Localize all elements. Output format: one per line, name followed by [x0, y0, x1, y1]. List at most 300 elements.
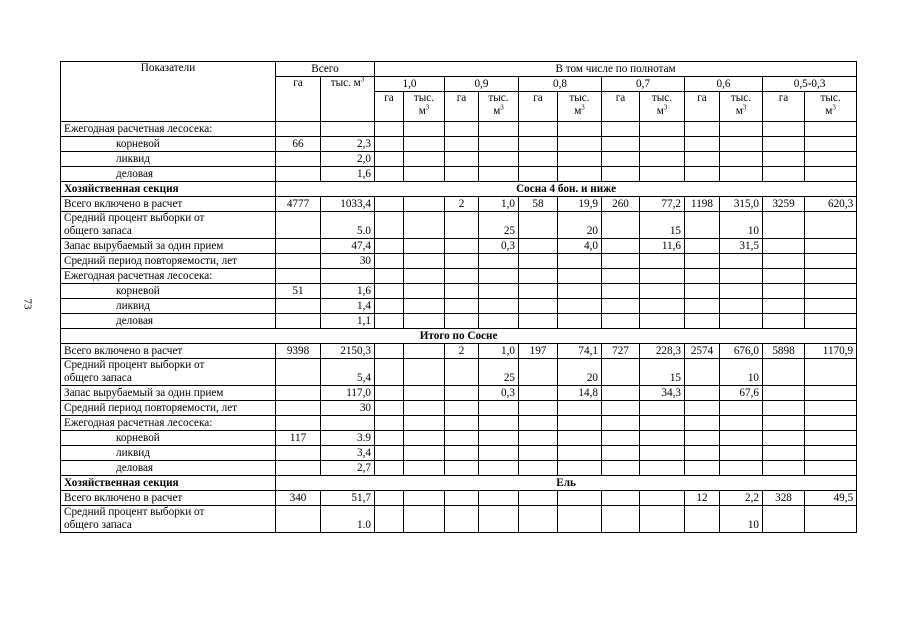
table-cell: [763, 299, 805, 314]
table-cell: [445, 212, 479, 239]
table-cell: [763, 239, 805, 254]
table-cell: [805, 446, 857, 461]
table-cell: 51: [276, 284, 321, 299]
table-cell: [375, 152, 404, 167]
table-cell: [519, 506, 558, 533]
table-cell: [404, 197, 445, 212]
table-cell: 0,3: [479, 386, 519, 401]
header-unit-ths-m3: тыс. $м^3$: [640, 92, 685, 122]
table-cell: [685, 284, 720, 299]
table-cell: [375, 344, 404, 359]
table-cell: [558, 167, 602, 182]
table-cell: 30: [321, 401, 375, 416]
header-unit-ths-m3: тыс. $м^3$: [558, 92, 602, 122]
table-cell: 15: [640, 212, 685, 239]
table-cell: 9398: [276, 344, 321, 359]
section-label: Хозяйственная секция: [61, 476, 276, 491]
table-cell: 10: [720, 359, 763, 386]
table-cell: [720, 314, 763, 329]
table-cell: [404, 344, 445, 359]
table-cell: [763, 152, 805, 167]
table-cell: 4,0: [558, 239, 602, 254]
table-cell: [321, 416, 375, 431]
table-cell: [445, 152, 479, 167]
table-cell: [276, 122, 321, 137]
table-cell: [685, 167, 720, 182]
table-cell: [805, 167, 857, 182]
table-cell: 260: [602, 197, 640, 212]
row-label: Средний процент выборки от общего запаса: [61, 212, 276, 239]
table-cell: 1,1: [321, 314, 375, 329]
table-cell: [602, 299, 640, 314]
header-by-density: В том числе по полнотам: [375, 62, 857, 77]
table-cell: [375, 239, 404, 254]
table-cell: [763, 122, 805, 137]
table-cell: [276, 269, 321, 284]
header-unit-ths-m3: тыс. $м^3$: [479, 92, 519, 122]
table-cell: 10: [720, 506, 763, 533]
table-cell: 34,3: [640, 386, 685, 401]
table-cell: [763, 446, 805, 461]
table-cell: 66: [276, 137, 321, 152]
table-cell: [479, 506, 519, 533]
table-cell: [805, 122, 857, 137]
table-cell: [558, 122, 602, 137]
table-cell: [558, 506, 602, 533]
header-total: Всего: [276, 62, 375, 77]
header-unit-ha: га: [685, 92, 720, 122]
table-cell: [404, 506, 445, 533]
table-cell: [685, 212, 720, 239]
table-cell: [479, 254, 519, 269]
row-label: Средний процент выборки от общего запаса: [61, 506, 276, 533]
table-cell: [763, 254, 805, 269]
table-cell: [479, 431, 519, 446]
table-cell: [404, 386, 445, 401]
table-cell: [519, 269, 558, 284]
table-cell: [404, 167, 445, 182]
table-cell: [805, 269, 857, 284]
table-cell: [519, 401, 558, 416]
header-total-m3: тыс. $м^3$: [321, 77, 375, 122]
table-cell: [479, 122, 519, 137]
table-cell: 2,0: [321, 152, 375, 167]
table-cell: [479, 314, 519, 329]
table-cell: [375, 386, 404, 401]
table-cell: [685, 506, 720, 533]
table-cell: [558, 254, 602, 269]
table-row: [61, 269, 857, 284]
table-cell: [805, 212, 857, 239]
table-cell: [558, 314, 602, 329]
table-cell: [519, 386, 558, 401]
table-cell: [445, 491, 479, 506]
table-cell: [519, 284, 558, 299]
table-cell: [445, 137, 479, 152]
table-cell: [685, 152, 720, 167]
table-cell: 10: [720, 212, 763, 239]
table-cell: [602, 167, 640, 182]
table-cell: 117: [276, 431, 321, 446]
table-cell: 25: [479, 212, 519, 239]
table-cell: [685, 416, 720, 431]
table-cell: [276, 152, 321, 167]
table-cell: [479, 446, 519, 461]
table-cell: [685, 431, 720, 446]
table-cell: [375, 359, 404, 386]
table-row: [61, 446, 857, 461]
table-cell: 228,3: [640, 344, 685, 359]
table-cell: [404, 359, 445, 386]
table-cell: [321, 122, 375, 137]
row-label: Всего включено в расчет: [61, 197, 276, 212]
table-cell: [479, 416, 519, 431]
table-cell: [685, 269, 720, 284]
table-cell: 1033,4: [321, 197, 375, 212]
table-cell: [479, 167, 519, 182]
table-cell: [805, 152, 857, 167]
table-cell: [558, 299, 602, 314]
table-cell: [805, 284, 857, 299]
table-cell: [558, 491, 602, 506]
table-cell: [720, 137, 763, 152]
table-cell: 0,3: [479, 239, 519, 254]
table-cell: [404, 212, 445, 239]
row-label: Ежегодная расчетная лесосека:: [61, 122, 276, 137]
table-cell: [720, 401, 763, 416]
table-cell: [640, 152, 685, 167]
table-cell: [445, 401, 479, 416]
table-cell: [805, 359, 857, 386]
table-cell: 51,7: [321, 491, 375, 506]
table-cell: 19,9: [558, 197, 602, 212]
table-cell: [805, 416, 857, 431]
table-cell: 3.9: [321, 431, 375, 446]
table-cell: [640, 314, 685, 329]
table-cell: [479, 299, 519, 314]
table-cell: [685, 239, 720, 254]
table-cell: [375, 446, 404, 461]
table-cell: 67,6: [720, 386, 763, 401]
table-cell: [375, 212, 404, 239]
table-cell: [519, 416, 558, 431]
section-title: Ель: [276, 476, 857, 491]
row-label: деловая: [61, 167, 276, 182]
table-cell: 4777: [276, 197, 321, 212]
table-cell: [519, 299, 558, 314]
table-cell: [276, 416, 321, 431]
row-label: корневой: [61, 431, 276, 446]
table-row: [61, 386, 857, 401]
table-cell: [602, 152, 640, 167]
table-cell: [445, 284, 479, 299]
header-unit-ha: га: [519, 92, 558, 122]
table-cell: 2: [445, 197, 479, 212]
table-cell: [445, 386, 479, 401]
table-cell: [445, 461, 479, 476]
table-cell: [763, 269, 805, 284]
header-density: 0,5-0,3: [763, 77, 857, 92]
table-cell: [640, 461, 685, 476]
table-cell: 2: [445, 344, 479, 359]
table-cell: [720, 284, 763, 299]
section-label: Хозяйственная секция: [61, 182, 276, 197]
table-row: [61, 122, 857, 137]
table-cell: [276, 461, 321, 476]
table-cell: [602, 401, 640, 416]
table-cell: [519, 461, 558, 476]
table-cell: 1,0: [479, 344, 519, 359]
table-row: [61, 431, 857, 446]
table-row: [61, 197, 857, 212]
table-cell: [479, 461, 519, 476]
table-cell: [763, 401, 805, 416]
table-cell: [602, 254, 640, 269]
table-cell: [375, 254, 404, 269]
row-label: корневой: [61, 137, 276, 152]
table-cell: [276, 506, 321, 533]
table-cell: [519, 254, 558, 269]
table-cell: 2150,3: [321, 344, 375, 359]
table-cell: [404, 152, 445, 167]
table-cell: [602, 461, 640, 476]
table-cell: [519, 212, 558, 239]
table-cell: [602, 284, 640, 299]
table-cell: [479, 491, 519, 506]
table-cell: [404, 491, 445, 506]
table-cell: [602, 506, 640, 533]
table-cell: [558, 284, 602, 299]
table-cell: [375, 299, 404, 314]
row-label: Запас вырубаемый за один прием: [61, 386, 276, 401]
header-total-ha: га: [276, 77, 321, 122]
table-cell: [375, 416, 404, 431]
table-cell: [640, 137, 685, 152]
table-cell: [720, 152, 763, 167]
table-cell: [519, 122, 558, 137]
table-cell: 2,2: [720, 491, 763, 506]
table-cell: [640, 284, 685, 299]
table-cell: 49,5: [805, 491, 857, 506]
table-cell: [763, 359, 805, 386]
table-cell: [685, 461, 720, 476]
table-cell: 328: [763, 491, 805, 506]
forest-cutting-table: [60, 61, 857, 533]
table-cell: [805, 431, 857, 446]
table-cell: 3259: [763, 197, 805, 212]
table-row: [61, 359, 857, 386]
table-cell: [375, 431, 404, 446]
table-row: [61, 239, 857, 254]
table-cell: [558, 431, 602, 446]
table-cell: [404, 416, 445, 431]
table-cell: [602, 314, 640, 329]
table-cell: [602, 446, 640, 461]
table-cell: [805, 461, 857, 476]
table-cell: [445, 446, 479, 461]
table-cell: [404, 254, 445, 269]
table-cell: [640, 299, 685, 314]
table-cell: [685, 359, 720, 386]
table-cell: [276, 299, 321, 314]
header-indicators: Показатели: [61, 62, 276, 122]
section-title: Сосна 4 бон. и ниже: [276, 182, 857, 197]
row-label: ликвид: [61, 446, 276, 461]
table-cell: [720, 122, 763, 137]
table-cell: [558, 401, 602, 416]
table-row: [61, 476, 857, 491]
table-cell: [602, 137, 640, 152]
table-cell: [685, 314, 720, 329]
table-row: [61, 254, 857, 269]
table-row: [61, 506, 857, 533]
table-cell: [640, 506, 685, 533]
table-cell: [276, 386, 321, 401]
header-unit-ths-m3: тыс. $м^3$: [720, 92, 763, 122]
table-cell: [404, 314, 445, 329]
table-cell: 1,6: [321, 284, 375, 299]
table-row: [61, 152, 857, 167]
table-cell: [404, 269, 445, 284]
table-cell: [375, 401, 404, 416]
row-label: деловая: [61, 461, 276, 476]
table-cell: [375, 122, 404, 137]
table-cell: [805, 299, 857, 314]
table-row: [61, 401, 857, 416]
table-cell: [479, 401, 519, 416]
row-label: Всего включено в расчет: [61, 491, 276, 506]
table-cell: 47,4: [321, 239, 375, 254]
header-unit-ha: га: [763, 92, 805, 122]
table-cell: [276, 446, 321, 461]
table-cell: 2,7: [321, 461, 375, 476]
table-cell: [404, 461, 445, 476]
table-cell: [763, 314, 805, 329]
table-cell: [720, 431, 763, 446]
table-cell: 2,3: [321, 137, 375, 152]
header-unit-ha: га: [602, 92, 640, 122]
table-cell: [375, 506, 404, 533]
table-cell: [404, 446, 445, 461]
header-unit-ha: га: [445, 92, 479, 122]
table-cell: [375, 197, 404, 212]
table-cell: [479, 152, 519, 167]
table-cell: 30: [321, 254, 375, 269]
table-cell: [640, 122, 685, 137]
table-cell: [445, 431, 479, 446]
table-cell: 727: [602, 344, 640, 359]
table-cell: 1170,9: [805, 344, 857, 359]
table-cell: [375, 137, 404, 152]
table-cell: [805, 506, 857, 533]
table-cell: 14,8: [558, 386, 602, 401]
table-cell: [805, 254, 857, 269]
table-cell: [602, 431, 640, 446]
table-row: [61, 461, 857, 476]
row-label: ликвид: [61, 152, 276, 167]
table-cell: [445, 239, 479, 254]
table-header: [61, 62, 857, 122]
header-unit-ths-m3: тыс. $м^3$: [404, 92, 445, 122]
table-row: [61, 491, 857, 506]
table-cell: [805, 137, 857, 152]
table-cell: [404, 284, 445, 299]
table-cell: [519, 137, 558, 152]
table-cell: [479, 284, 519, 299]
table-cell: [276, 167, 321, 182]
table-row: [61, 182, 857, 197]
table-cell: [445, 269, 479, 284]
table-cell: 15: [640, 359, 685, 386]
table-cell: [445, 254, 479, 269]
table-cell: [276, 314, 321, 329]
table-cell: [558, 269, 602, 284]
table-cell: [602, 212, 640, 239]
table-cell: [763, 137, 805, 152]
table-cell: [519, 359, 558, 386]
table-cell: 2574: [685, 344, 720, 359]
header-density: 0,7: [602, 77, 685, 92]
table-cell: [805, 386, 857, 401]
row-label: деловая: [61, 314, 276, 329]
table-cell: [519, 491, 558, 506]
table-cell: [558, 446, 602, 461]
table-cell: 31,5: [720, 239, 763, 254]
table-cell: 620,3: [805, 197, 857, 212]
table-cell: [445, 167, 479, 182]
table-cell: [640, 167, 685, 182]
table-row: [61, 299, 857, 314]
table-cell: 197: [519, 344, 558, 359]
row-label: Ежегодная расчетная лесосека:: [61, 269, 276, 284]
table-cell: [720, 254, 763, 269]
table-cell: 676,0: [720, 344, 763, 359]
table-cell: [404, 299, 445, 314]
table-cell: 5898: [763, 344, 805, 359]
table-cell: [558, 137, 602, 152]
table-cell: [805, 401, 857, 416]
table-cell: [720, 299, 763, 314]
table-row: [61, 212, 857, 239]
table-cell: [404, 137, 445, 152]
page-number: 73: [21, 298, 34, 310]
table-cell: [321, 269, 375, 284]
row-label: Всего включено в расчет: [61, 344, 276, 359]
table-cell: [375, 491, 404, 506]
table-cell: [519, 431, 558, 446]
table-cell: [375, 284, 404, 299]
table-cell: [763, 416, 805, 431]
table-cell: 117,0: [321, 386, 375, 401]
table-cell: [404, 239, 445, 254]
table-row: [61, 167, 857, 182]
table-cell: [685, 386, 720, 401]
header-density: 1,0: [375, 77, 445, 92]
table-cell: [445, 122, 479, 137]
table-cell: 77,2: [640, 197, 685, 212]
table-cell: [404, 122, 445, 137]
table-cell: 340: [276, 491, 321, 506]
table-row: [61, 416, 857, 431]
table-cell: 11,6: [640, 239, 685, 254]
table-cell: [479, 137, 519, 152]
table-cell: [375, 314, 404, 329]
table-cell: [479, 269, 519, 284]
table-cell: [602, 122, 640, 137]
table-cell: 315,0: [720, 197, 763, 212]
table-cell: 1198: [685, 197, 720, 212]
table-cell: [640, 491, 685, 506]
